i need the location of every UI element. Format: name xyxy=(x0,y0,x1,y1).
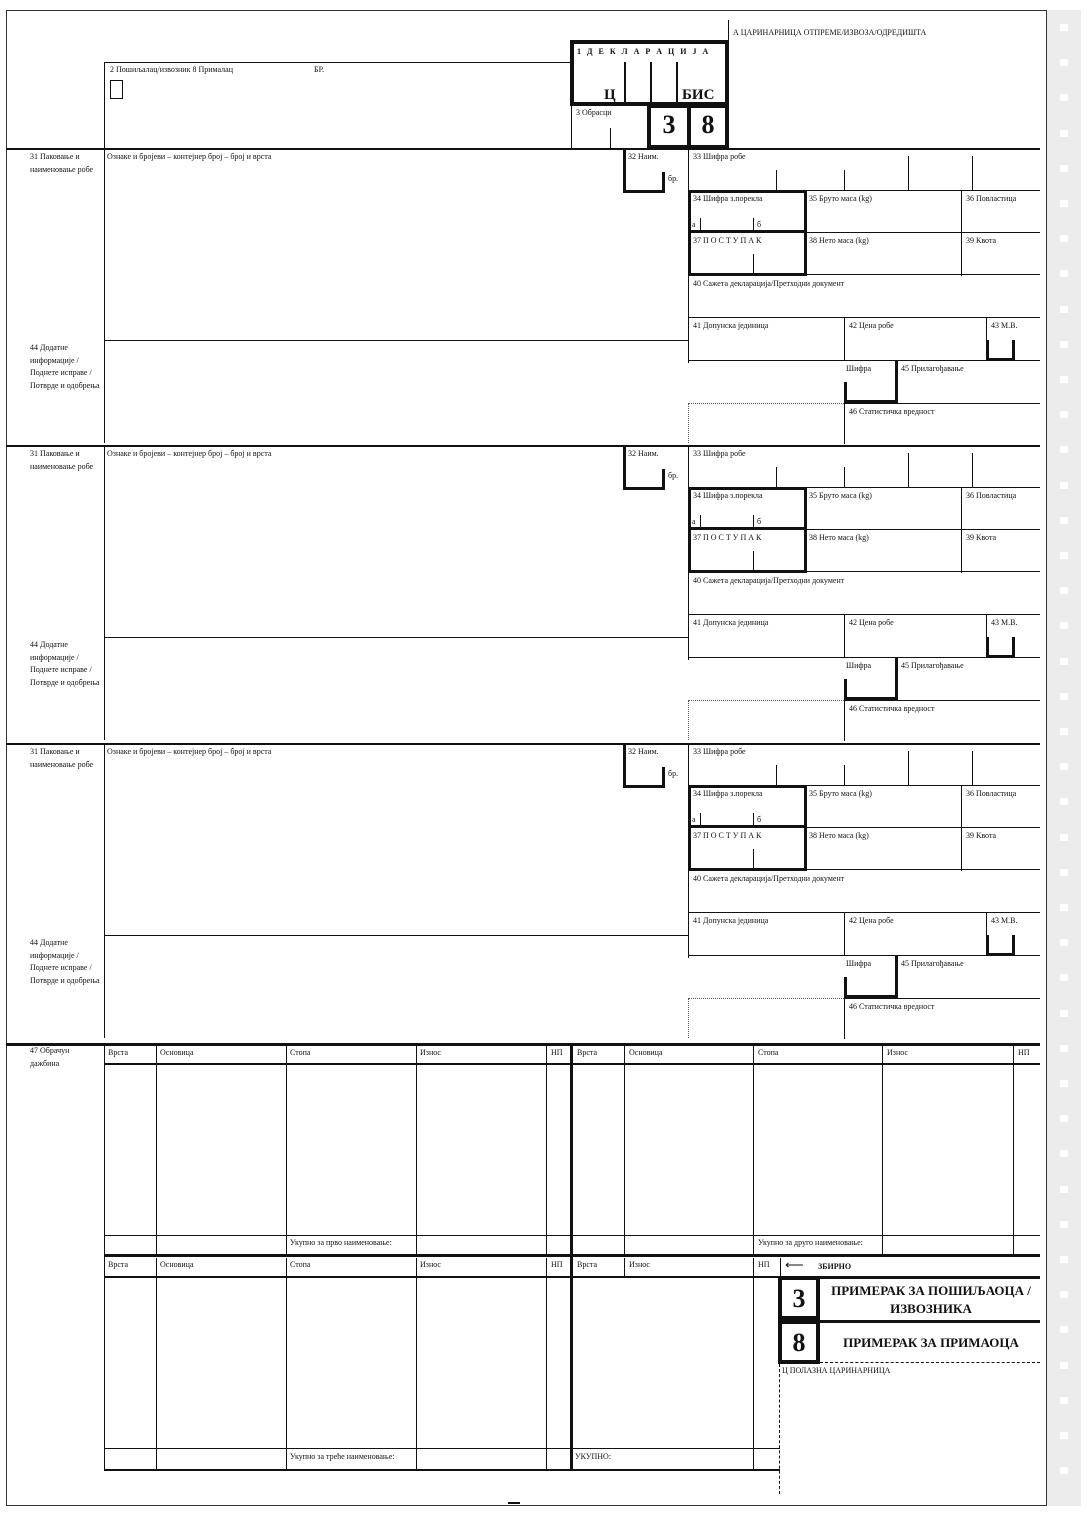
divider xyxy=(688,785,691,871)
divider xyxy=(895,657,898,700)
divider xyxy=(844,912,845,955)
box38-label: 38 Нето маса (kg) xyxy=(809,533,869,542)
divider xyxy=(776,765,777,785)
divider xyxy=(623,487,665,490)
goods-item xyxy=(0,148,1087,446)
divider xyxy=(688,868,806,871)
box47-label: 47 Обрачун дажбина xyxy=(30,1046,70,1068)
box45-label: 45 Прилагођавање xyxy=(901,959,964,968)
a-label: а xyxy=(692,815,696,824)
feed-hole xyxy=(1060,94,1068,101)
divider xyxy=(844,765,845,785)
divider xyxy=(546,1258,547,1469)
divider xyxy=(6,445,1040,447)
divider xyxy=(6,148,1040,150)
box46-label: 46 Статистичка вредност xyxy=(849,704,935,713)
box40-label: 40 Сажета декларација/Претходни документ xyxy=(693,576,845,585)
divider xyxy=(662,767,665,788)
feed-hole xyxy=(1060,1186,1068,1193)
feed-hole xyxy=(1060,1045,1068,1052)
divider xyxy=(688,912,1040,913)
divider xyxy=(753,551,754,571)
box1-label: 1 Д Е К Л А Р А Ц И Ј А xyxy=(577,47,711,56)
divider xyxy=(844,614,845,657)
feed-hole xyxy=(1060,1291,1068,1298)
dashed-line xyxy=(820,1362,1040,1363)
box43-label: 43 М.В. xyxy=(991,916,1018,925)
divider xyxy=(156,1046,157,1254)
divider xyxy=(753,254,754,274)
box32-label: 32 Наим. xyxy=(628,152,659,161)
marks-label: Ознаке и бројеви – контејнер број – број и врста xyxy=(107,152,272,161)
divider xyxy=(104,637,688,638)
box33-label: 33 Шифра робе xyxy=(693,747,746,756)
column-header-rate: Стопа xyxy=(290,1048,311,1057)
divider xyxy=(570,1043,573,1471)
divider xyxy=(908,751,909,785)
dashed-line xyxy=(779,1364,780,1494)
divider xyxy=(571,104,572,149)
divider xyxy=(104,1063,1040,1065)
divider xyxy=(623,190,665,193)
divider xyxy=(546,1046,547,1254)
column-header-np: НП xyxy=(551,1048,563,1057)
divider xyxy=(104,62,105,149)
divider xyxy=(776,467,777,487)
divider xyxy=(623,447,626,490)
bis-label: БИС xyxy=(682,87,715,103)
c-label: Ц xyxy=(604,87,616,103)
divider xyxy=(1013,1046,1014,1254)
divider xyxy=(104,1043,105,1471)
sifra-label: Шифра xyxy=(846,959,872,968)
box46-label: 46 Статистичка вредност xyxy=(849,1002,935,1011)
box37-label: 37 П О С Т У П А К xyxy=(693,533,762,542)
br-label: БР. xyxy=(314,65,325,74)
divider xyxy=(286,1046,287,1254)
marks-label: Ознаке и бројеви – контејнер број – број и врста xyxy=(107,747,272,756)
divider xyxy=(416,1258,417,1469)
divider xyxy=(662,172,665,193)
box37-label: 37 П О С Т У П А К xyxy=(693,236,762,245)
divider xyxy=(623,745,626,788)
copy8-title: ПРИМЕРАК ЗА ПРИМАОЦА xyxy=(843,1335,1019,1350)
b-label: б xyxy=(757,815,762,824)
copy8-number: 8 xyxy=(792,1328,806,1357)
feed-hole xyxy=(1060,1221,1068,1228)
box44-label: 44 Додатне информације / Поднете исправе / Потврде и одобрења xyxy=(30,640,100,687)
box31-label: 31 Паковање и наименовање робе xyxy=(30,152,94,174)
divider xyxy=(623,785,665,788)
column-header-base: Основица xyxy=(629,1048,663,1057)
form-number-8: 8 xyxy=(701,110,715,139)
column-header-np: НП xyxy=(758,1260,770,1269)
column-header-amount: Износ xyxy=(887,1048,908,1057)
column-header-rate: Стопа xyxy=(290,1260,311,1269)
divider xyxy=(6,743,1040,745)
divider xyxy=(624,1046,625,1254)
divider xyxy=(508,1502,520,1504)
divider xyxy=(961,487,962,573)
br-label: бр. xyxy=(668,471,679,480)
divider xyxy=(688,570,806,573)
box32-label: 32 Наим. xyxy=(628,747,659,756)
a-label: а xyxy=(692,220,696,229)
column-header-type: Врста xyxy=(577,1048,598,1057)
divider xyxy=(416,1046,417,1254)
divider xyxy=(623,150,626,193)
divider xyxy=(104,340,688,341)
divider xyxy=(700,515,701,527)
column-header-amount: Износ xyxy=(629,1260,650,1269)
divider xyxy=(972,751,973,785)
box38-label: 38 Нето маса (kg) xyxy=(809,831,869,840)
grand-total-label: УКУПНО: xyxy=(575,1452,612,1461)
divider xyxy=(753,515,754,527)
divider xyxy=(753,813,754,825)
box39-label: 39 Квота xyxy=(966,533,997,542)
divider xyxy=(1012,637,1015,658)
divider xyxy=(688,825,806,828)
box34-label: 34 Шифра з.порекла xyxy=(693,491,763,500)
divider xyxy=(104,935,688,936)
zbirno-label: ЗБИРНО xyxy=(818,1262,852,1271)
divider xyxy=(844,998,1040,999)
divider xyxy=(688,527,806,530)
divider xyxy=(688,230,806,233)
divider xyxy=(688,273,806,276)
feed-hole xyxy=(1060,1150,1068,1157)
divider xyxy=(728,20,729,42)
column-header-base: Основица xyxy=(160,1260,194,1269)
box46-label: 46 Статистичка вредност xyxy=(849,407,935,416)
column-header-type: Врста xyxy=(108,1260,129,1269)
copy3-number: 3 xyxy=(792,1284,806,1313)
divider xyxy=(6,1043,1040,1046)
box42-label: 42 Цена робе xyxy=(849,916,894,925)
divider xyxy=(688,955,1040,956)
box33-label: 33 Шифра робе xyxy=(693,449,746,458)
divider xyxy=(286,1258,287,1469)
divider xyxy=(844,403,1040,404)
divider xyxy=(688,487,806,490)
divider xyxy=(908,453,909,487)
divider xyxy=(700,813,701,825)
column-header-type: Врста xyxy=(577,1260,598,1269)
divider xyxy=(650,62,652,104)
feed-hole xyxy=(1060,1256,1068,1263)
arrow-left-icon: ⟵ xyxy=(785,1257,804,1272)
feed-hole xyxy=(1060,1326,1068,1333)
divider xyxy=(662,469,665,490)
divider xyxy=(844,317,845,360)
column-header-amount: Износ xyxy=(420,1048,441,1057)
a-label: а xyxy=(692,517,696,526)
divider xyxy=(610,128,611,149)
goods-item xyxy=(0,743,1087,1041)
box45-label: 45 Прилагођавање xyxy=(901,661,964,670)
divider xyxy=(804,487,807,573)
divider xyxy=(844,998,845,1039)
column-header-np: НП xyxy=(1018,1048,1030,1057)
divider xyxy=(844,467,845,487)
column-header-base: Основица xyxy=(160,1048,194,1057)
box39-label: 39 Квота xyxy=(966,236,997,245)
br-label: бр. xyxy=(668,769,679,778)
box44-label: 44 Додатне информације / Поднете исправе / Потврде и одобрења xyxy=(30,343,100,390)
goods-item xyxy=(0,445,1087,743)
b-label: б xyxy=(757,517,762,526)
divider xyxy=(844,700,845,741)
feed-hole xyxy=(1060,130,1068,137)
feed-hole xyxy=(1060,1115,1068,1122)
box35-label: 35 Бруто маса (kg) xyxy=(809,491,872,500)
divider xyxy=(753,218,754,230)
box43-label: 43 М.В. xyxy=(991,618,1018,627)
divider xyxy=(882,1046,883,1254)
b-label: б xyxy=(757,220,762,229)
box32-label: 32 Наим. xyxy=(628,449,659,458)
box33-label: 33 Шифра робе xyxy=(693,152,746,161)
divider xyxy=(804,190,807,276)
divider xyxy=(780,1258,781,1278)
box35-label: 35 Бруто маса (kg) xyxy=(809,789,872,798)
divider xyxy=(624,1258,625,1278)
divider xyxy=(104,743,105,1038)
divider xyxy=(776,170,777,190)
feed-hole xyxy=(1060,1397,1068,1404)
box36-label: 36 Повластица xyxy=(966,194,1017,203)
divider xyxy=(688,657,1040,658)
divider xyxy=(104,1254,1040,1257)
box40-label: 40 Сажета декларација/Претходни документ xyxy=(693,279,845,288)
box41-label: 41 Допунска јединица xyxy=(693,321,769,330)
divider xyxy=(104,445,105,740)
column-header-np: НП xyxy=(551,1260,563,1269)
box42-label: 42 Цена робе xyxy=(849,321,894,330)
box-a-label: А ЦАРИНАРНИЦА ОТПРЕМЕ/ИЗВОЗА/ОДРЕДИШТА xyxy=(733,28,927,37)
feed-hole xyxy=(1060,1432,1068,1439)
box31-label: 31 Паковање и наименовање робе xyxy=(30,449,94,471)
feed-hole xyxy=(1060,59,1068,66)
box36-label: 36 Повластица xyxy=(966,491,1017,500)
box34-label: 34 Шифра з.порекла xyxy=(693,789,763,798)
checkbox[interactable] xyxy=(110,80,123,99)
box31-label: 31 Паковање и наименовање робе xyxy=(30,747,94,769)
divider xyxy=(908,156,909,190)
box41-label: 41 Допунска јединица xyxy=(693,618,769,627)
box43-label: 43 М.В. xyxy=(991,321,1018,330)
br-label: бр. xyxy=(668,174,679,183)
box34-label: 34 Шифра з.порекла xyxy=(693,194,763,203)
dotted-field xyxy=(688,998,844,1038)
divider xyxy=(961,190,962,276)
feed-hole xyxy=(1060,1080,1068,1087)
column-header-rate: Стопа xyxy=(758,1048,779,1057)
divider xyxy=(1012,340,1015,361)
box35-label: 35 Бруто маса (kg) xyxy=(809,194,872,203)
box2-label: 2 Пошиљалац/извозник 8 Прималац xyxy=(110,65,233,74)
box37-label: 37 П О С Т У П А К xyxy=(693,831,762,840)
dotted-field xyxy=(688,403,844,443)
divider xyxy=(753,1046,754,1254)
box3-label: 3 Обрасци xyxy=(576,108,612,117)
divider xyxy=(688,190,806,193)
box40-label: 40 Сажета декларација/Претходни документ xyxy=(693,874,845,883)
box45-label: 45 Прилагођавање xyxy=(901,364,964,373)
marks-label: Ознаке и бројеви – контејнер број – број и врста xyxy=(107,449,272,458)
feed-hole xyxy=(1060,1467,1068,1474)
divider xyxy=(753,1278,754,1469)
divider xyxy=(104,1448,780,1449)
sifra-label: Шифра xyxy=(846,661,872,670)
feed-hole xyxy=(1060,24,1068,31)
divider xyxy=(688,317,1040,318)
divider xyxy=(688,487,691,573)
column-header-amount: Износ xyxy=(420,1260,441,1269)
divider xyxy=(753,1258,754,1278)
divider xyxy=(961,785,962,871)
box42-label: 42 Цена робе xyxy=(849,618,894,627)
divider xyxy=(688,190,691,276)
divider xyxy=(972,156,973,190)
divider xyxy=(104,148,105,443)
box39-label: 39 Квота xyxy=(966,831,997,840)
box36-label: 36 Повластица xyxy=(966,789,1017,798)
box44-label: 44 Додатне информације / Поднете исправе / Потврде и одобрења xyxy=(30,938,100,985)
dotted-field xyxy=(688,700,844,740)
divider xyxy=(104,62,572,63)
departure-office-label: Ц ПОЛАЗНА ЦАРИНАРНИЦА xyxy=(782,1366,891,1375)
divider xyxy=(104,1235,1040,1236)
box38-label: 38 Нето маса (kg) xyxy=(809,236,869,245)
divider xyxy=(688,360,1040,361)
divider xyxy=(104,1276,780,1278)
divider xyxy=(844,403,845,444)
divider xyxy=(688,614,1040,615)
divider xyxy=(700,218,701,230)
copy3-title: ПРИМЕРАК ЗА ПОШИЉАОЦА / ИЗВОЗНИКА xyxy=(831,1283,1031,1316)
box41-label: 41 Допунска јединица xyxy=(693,916,769,925)
divider xyxy=(1012,935,1015,956)
divider xyxy=(895,955,898,998)
divider xyxy=(624,62,626,104)
total2-label: Укупно за друго наименовање: xyxy=(758,1238,863,1247)
column-header-type: Врста xyxy=(108,1048,129,1057)
divider xyxy=(844,700,1040,701)
feed-hole xyxy=(1060,1362,1068,1369)
divider xyxy=(688,785,806,788)
divider xyxy=(104,1469,780,1471)
divider xyxy=(844,170,845,190)
divider xyxy=(753,849,754,869)
form-number-3: 3 xyxy=(662,110,676,139)
total3-label: Укупно за треће наименовање: xyxy=(290,1452,395,1461)
sifra-label: Шифра xyxy=(846,364,872,373)
divider xyxy=(156,1258,157,1469)
divider xyxy=(676,62,678,104)
divider xyxy=(804,785,807,871)
total1-label: Укупно за прво наименовање: xyxy=(290,1238,392,1247)
divider xyxy=(972,453,973,487)
divider xyxy=(895,360,898,403)
